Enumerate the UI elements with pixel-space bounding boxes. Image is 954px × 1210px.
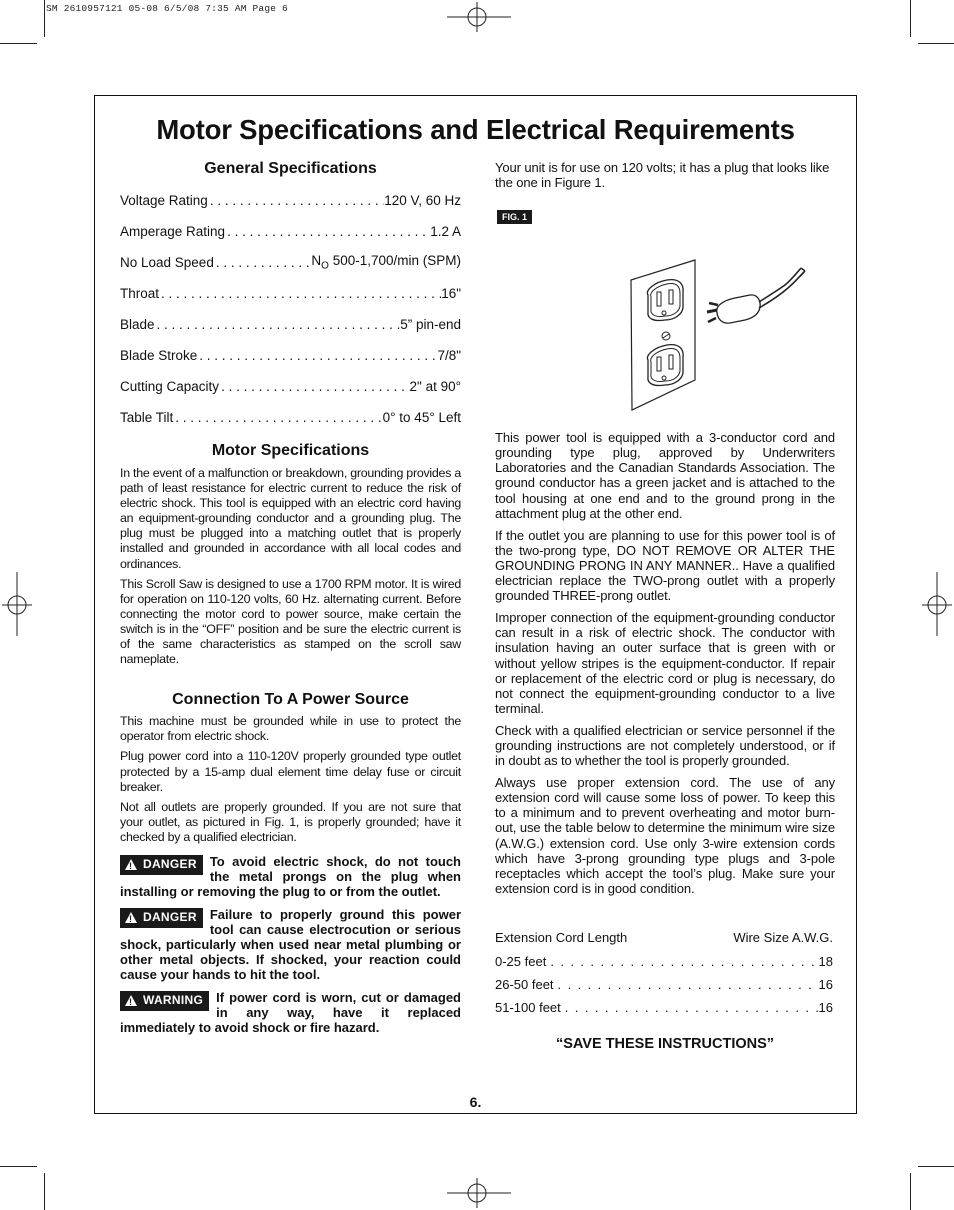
- printer-slug: SM 2610957121 05-08 6/5/08 7:35 AM Page 6: [46, 3, 288, 14]
- connection-paragraph-1: This machine must be grounded while in use to protect the operator from electric shock.: [120, 714, 461, 744]
- motor-paragraph-2: This Scroll Saw is designed to use a 1700 RPM motor. It is wired for operation on 110-120 volts, 60 Hz. alternating current. Before connecting the motor cord to power source, make certain the switch is in the “OFF” position and be sure the electric current is of the same characteristics as stamped on the scroll saw nameplate.: [120, 576, 461, 667]
- danger-alert-ground: ! DANGER Failure to properly ground this power tool can cause electrocution or serious shock, particularly when used near metal plumbing or other metal objects. If shocked, your reaction could cause your hands to hit the tool.: [120, 907, 461, 982]
- cord-table-row: 26-50 feet . . . 16: [495, 973, 833, 996]
- warning-triangle-icon: [125, 912, 137, 923]
- right-paragraph-3: Improper connection of the equipment-grounding conductor can result in a risk of electric shock. The conductor with insulation having an outer surface that is green with or without yellow stripes is the equipment-conductor. If repair or replacement of the electric cord or plug is necessary, do not connect the equipment-grounding conductor to a live terminal.: [495, 610, 835, 716]
- registration-mark-bottom: [447, 1178, 511, 1208]
- motor-specifications-heading: Motor Specifications: [211, 442, 370, 459]
- registration-mark-right: [922, 572, 952, 636]
- spec-row-amperage: Amperage Rating . . . 1.2 A: [120, 216, 461, 247]
- crop-mark-bl-h: [0, 1166, 37, 1167]
- spec-row-throat: Throat . . . 16": [120, 278, 461, 309]
- general-specifications-heading: General Specifications: [204, 160, 377, 177]
- warning-alert-cord: ! WARNING If power cord is worn, cut or damaged in any way, have it replaced immediately to avoid shock or fire hazard.: [120, 990, 461, 1035]
- right-paragraph-2: If the outlet you are planning to use for this power tool is of the two-prong type, DO NOT REMOVE OR ALTER THE GROUNDING PRONG IN ANY MANNER.. Have a qualified electrician replace the TWO-prong outlet with a properly grounded THREE-prong outlet.: [495, 527, 835, 604]
- cord-table-row: 0-25 feet . . . 18: [495, 950, 833, 973]
- registration-mark-left: [2, 572, 32, 636]
- danger-badge: ! DANGER: [120, 908, 203, 928]
- crop-mark-br-h: [918, 1166, 954, 1167]
- right-paragraph-5: Always use proper extension cord. The use of any extension cord will cause some loss of power. To keep this to a minimum and to prevent overheating and motor burn-out, use the table below to determine the minimum wire size (A.W.G.) extension cord. Use only 3-wire extension cords which have 3-prong grounding type plugs and 3-pole receptacles which accept the tool’s plug. Make sure your extension cord is in good condition.: [495, 775, 835, 896]
- danger-alert-prongs: ! DANGER To avoid electric shock, do not touch the metal prongs on the plug when installing or removing the plug to or from the outlet.: [120, 854, 461, 899]
- spec-row-blade-stroke: Blade Stroke . . . 7/8": [120, 340, 461, 371]
- crop-mark-br-v: [910, 1173, 911, 1210]
- warning-triangle-icon: [125, 995, 137, 1006]
- spec-row-cutting-capacity: Cutting Capacity . . . 2" at 90°: [120, 371, 461, 402]
- danger-badge: ! DANGER: [120, 855, 203, 875]
- registration-mark-top: [447, 2, 511, 32]
- spec-row-voltage: Voltage Rating . . . 120 V, 60 Hz: [120, 185, 461, 216]
- right-paragraph-4: Check with a qualified electrician or service personnel if the grounding instructions are not completely understood, or if in doubt as to whether the tool is properly grounded.: [495, 722, 835, 769]
- crop-mark-bl-v: [44, 1173, 45, 1210]
- spec-row-no-load-speed: No Load Speed . . . $N_O$ 500-1,700/min (SPM): [120, 247, 461, 278]
- spec-list: [120, 185, 461, 433]
- spec-row-blade: Blade . . . 5” pin-end: [120, 309, 461, 340]
- extension-cord-table: [495, 926, 833, 1019]
- connection-heading: Connection To A Power Source: [172, 691, 409, 709]
- connection-paragraph-2: Plug power cord into a 110-120V properly grounded type outlet protected by a 15-amp dual element time delay fuse or circuit breaker.: [120, 749, 461, 794]
- left-column: [120, 160, 461, 1043]
- outlet-and-plug-illustration: [495, 210, 835, 425]
- figure-1: [495, 210, 835, 425]
- warning-triangle-icon: [125, 859, 137, 870]
- spec-row-table-tilt: Table Tilt . . . 0° to 45° Left: [120, 402, 461, 433]
- crop-mark-tr-v: [910, 0, 911, 37]
- connection-paragraph-3: Not all outlets are properly grounded. If you are not sure that your outlet, as pictured in Fig. 1, is properly grounded; have it checked by a qualified electrician.: [120, 799, 461, 844]
- crop-mark-tl-h: [0, 43, 37, 44]
- right-paragraph-1: This power tool is equipped with a 3-conductor cord and grounding type plug, approved by Underwriters Laboratories and the Canadian Standards Association. The ground conductor has a green jacket and is attached to the tool housing at one end and to the ground prong in the attachment plug at the other end.: [495, 430, 835, 521]
- crop-mark-tr-h: [918, 43, 954, 44]
- intro-paragraph: Your unit is for use on 120 volts; it has a plug that looks like the one in Figure 1.: [495, 160, 830, 191]
- warning-badge: ! WARNING: [120, 991, 209, 1011]
- figure-label: FIG. 1: [497, 210, 532, 224]
- save-instructions-notice: “SAVE THESE INSTRUCTIONS”: [555, 1035, 775, 1052]
- page-title: Motor Specifications and Electrical Requirements: [156, 114, 795, 145]
- right-column: [495, 160, 835, 1052]
- motor-paragraph-1: In the event of a malfunction or breakdown, grounding provides a path of least resistance for electric current to reduce the risk of electric shock. This tool is equipped with an electric cord having an equipment-grounding conductor and a grounding plug. The plug must be plugged into a matching outlet that is properly installed and grounded in accordance with all local codes and ordinances.: [120, 466, 461, 571]
- page-number: 6.: [469, 1094, 482, 1110]
- cord-table-header: Extension Cord Length Wire Size A.W.G.: [495, 930, 833, 946]
- crop-mark-tl-v: [44, 0, 45, 37]
- cord-table-row: 51-100 feet . . . 16: [495, 996, 833, 1019]
